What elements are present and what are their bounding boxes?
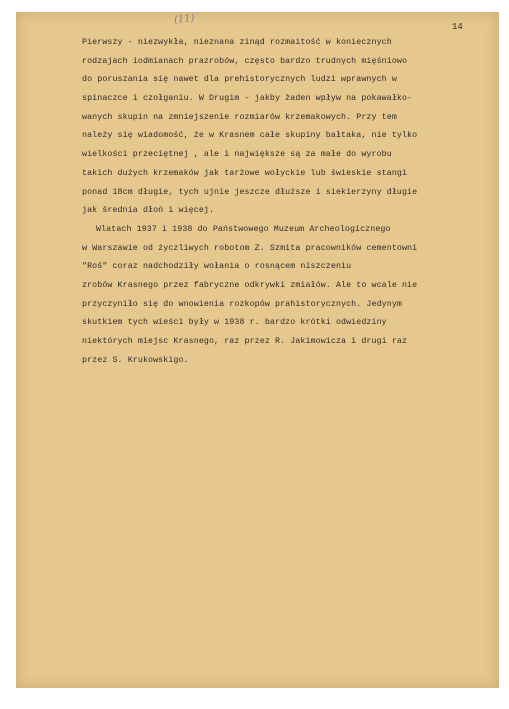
text-line: zrobów Krasnego przez fabryczne odkrywki zmiałów. Ale to wcale nie — [82, 280, 418, 290]
text-line: skutkiem tych wieści były w 1938 r. bardzo krótki odwiedziny — [82, 318, 387, 328]
text-line: ponad 18cm długie, tych ujnie jeszcze dłuższe i siekierzyny długie — [82, 187, 418, 197]
text-line: do poruszania się nawet dla prehistorycznych ludzi wprawnych w — [82, 75, 397, 85]
text-line: wielkości przeciętnej , ale i największe są za małe do wyrobu — [82, 150, 392, 160]
text-line: Wlatach 1937 i 1938 do Państwowego Muzeum Archeologicznego — [96, 224, 391, 234]
text-line: w Warszawie od życzliwych robotom Z. Szmita pracowników cementowni — [82, 243, 418, 253]
pencil-annotation: (11) — [173, 12, 196, 27]
text-line: Pierwszy - niezwykła, nieznana zinąd rozmaitość w koniecznych — [82, 38, 392, 47]
text-line: rodzajach iodmianach prazrobów, często bardzo trudnych mięśniowo — [82, 56, 408, 66]
text-line: "Roś" coraz nadchodziły wołania o rosnącem niszczeniu — [82, 262, 352, 272]
document-body — [82, 34, 482, 370]
text-line: niektórych miejsc Krasnego, raz przez R. Jakimowicza i drugi raz — [82, 337, 408, 346]
text-line: jak średnia dłoń i więcej. — [82, 206, 215, 216]
paragraph-1 — [82, 34, 482, 221]
text-line: wanych skupin na zmniejszenie rozmiarów krzemakowych. Przy tem — [82, 112, 397, 122]
text-line: przyczyniło się do wnowienia rozkopów prahistorycznych. Jedynym — [82, 299, 402, 309]
text-line: należy się wiadomość, że w Krasnem całe skupiny bałtaka, nie tylko — [82, 131, 418, 141]
text-line: spinaczce i czołganiu. W Drugim - jakby żaden wpływ na pokawałko- — [82, 94, 413, 104]
paragraph-2 — [82, 221, 482, 371]
text-line: przez S. Krukowskigo. — [82, 355, 189, 365]
text-line: takich dużych krzemaków jak tarżowe wołyckie lub świeskie stangi — [82, 168, 408, 178]
page-number: 14 — [452, 22, 463, 32]
